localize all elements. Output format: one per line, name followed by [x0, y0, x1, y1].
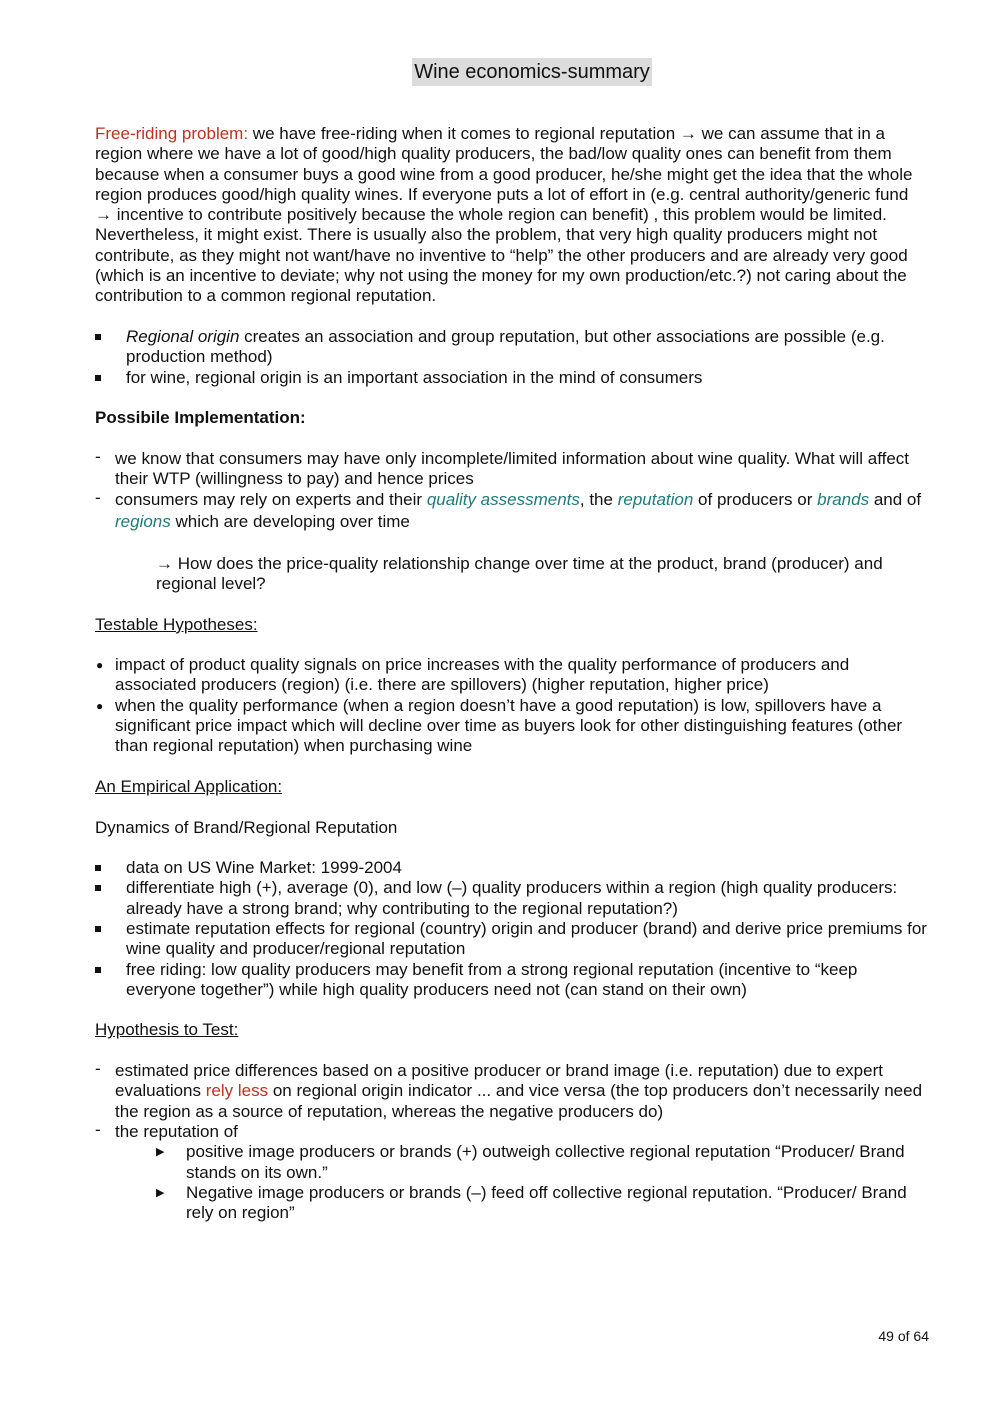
price-quality-question: → How does the price-quality relationship change over time at the product, brand (producer) and regional level? — [156, 553, 883, 593]
document-page — [95, 58, 929, 1223]
free-riding-label: Free-riding problem: — [95, 124, 249, 143]
list-item: estimate reputation effects for regional (country) origin and producer (brand) and derive price premiums for wine quality and producer/regional reputation — [95, 919, 929, 960]
testable-hypotheses-list — [95, 655, 929, 756]
list-item: data on US Wine Market: 1999-2004 — [95, 858, 929, 878]
list-item: free riding: low quality producers may benefit from a strong regional reputation (incentive to “keep everyone together”) while high quality producers need not (can stand on their own) — [95, 960, 929, 1001]
free-riding-text: we have free-riding when it comes to regional reputation → we can assume that in a region where we have a lot of good/high quality producers, the bad/low quality ones can benefit from them because when a consumer buys a good wine from a good producer, he/she might get the idea that the whole region produces good/high quality wines. If everyone puts a lot of effort in (e.g. central authority/generic fund → incentive to contribute positively because the whole region can benefit) , this problem would be limited. Nevertheless, it might exist. There is usually also the problem, that very high quality producers might not contribute, as they might not want/have no inventive to “help” the other producers and are already very good (which is an incentive to deviate; why not using the money for my own production/etc.?) not caring about the contribution to a common regional reputation. — [95, 124, 913, 306]
testable-hypotheses-heading: Testable Hypotheses: — [95, 614, 258, 634]
list-item: - we know that consumers may have only incomplete/limited information about wine quality. What will affect their WTP (willingness to pay) and hence prices — [95, 446, 910, 489]
regional-origin-list — [95, 327, 929, 388]
hypothesis-to-test-heading: Hypothesis to Test: — [95, 1020, 239, 1040]
list-item: ● impact of product quality signals on price increases with the quality performance of producers and associated producers (region) (i.e. there are spillovers) (higher reputation, higher price) — [96, 655, 850, 695]
hypothesis-list — [95, 1061, 929, 1142]
list-item: ▶ positive image producers or brands (+) outweigh collective regional reputation “Producer/ Brand stands on its own.” — [156, 1142, 905, 1182]
list-item: Regional origin creates an association and group reputation, but other associations are possible (e.g. production method) — [95, 327, 929, 368]
empirical-list — [95, 858, 929, 1000]
implementation-heading: Possibile Implementation: — [95, 408, 306, 428]
list-item: ▶ Negative image producers or brands (–) feed off collective regional reputation. “Producer/ Brand rely on region” — [156, 1182, 907, 1223]
page-number: 49 of 64 — [878, 1328, 929, 1344]
list-item: - the reputation of — [95, 1119, 238, 1141]
empirical-subheading: Dynamics of Brand/Regional Reputation — [95, 817, 398, 837]
free-riding-paragraph — [95, 124, 929, 307]
list-item: ● when the quality performance (when a region doesn’t have a good reputation) is low, spillovers have a significant price impact which will decline over time as buyers look for other distinguishing features (other than regional reputation) when purchasing wine — [96, 695, 903, 756]
document-title: Wine economics-summary — [412, 58, 652, 86]
empirical-application-heading: An Empirical Application: — [95, 776, 283, 796]
implementation-list — [95, 446, 929, 534]
list-item: for wine, regional origin is an important association in the mind of consumers — [95, 368, 929, 388]
list-item: - consumers may rely on experts and their quality assessments, the reputation of producers or brands and of regions which are developing over time — [95, 488, 922, 532]
list-item: - estimated price differences based on a positive producer or brand image (i.e. reputation) due to expert evaluations rely less on regional origin indicator ... and vice versa (the top producers don’t necessarily need the region as a source of reputation, whereas the negative producers do) — [95, 1059, 923, 1121]
list-item: differentiate high (+), average (0), and low (–) quality producers within a region (high quality producers: already have a strong brand; why contributing to the regional reputation?) — [95, 878, 929, 919]
reputation-sublist — [95, 1142, 929, 1223]
